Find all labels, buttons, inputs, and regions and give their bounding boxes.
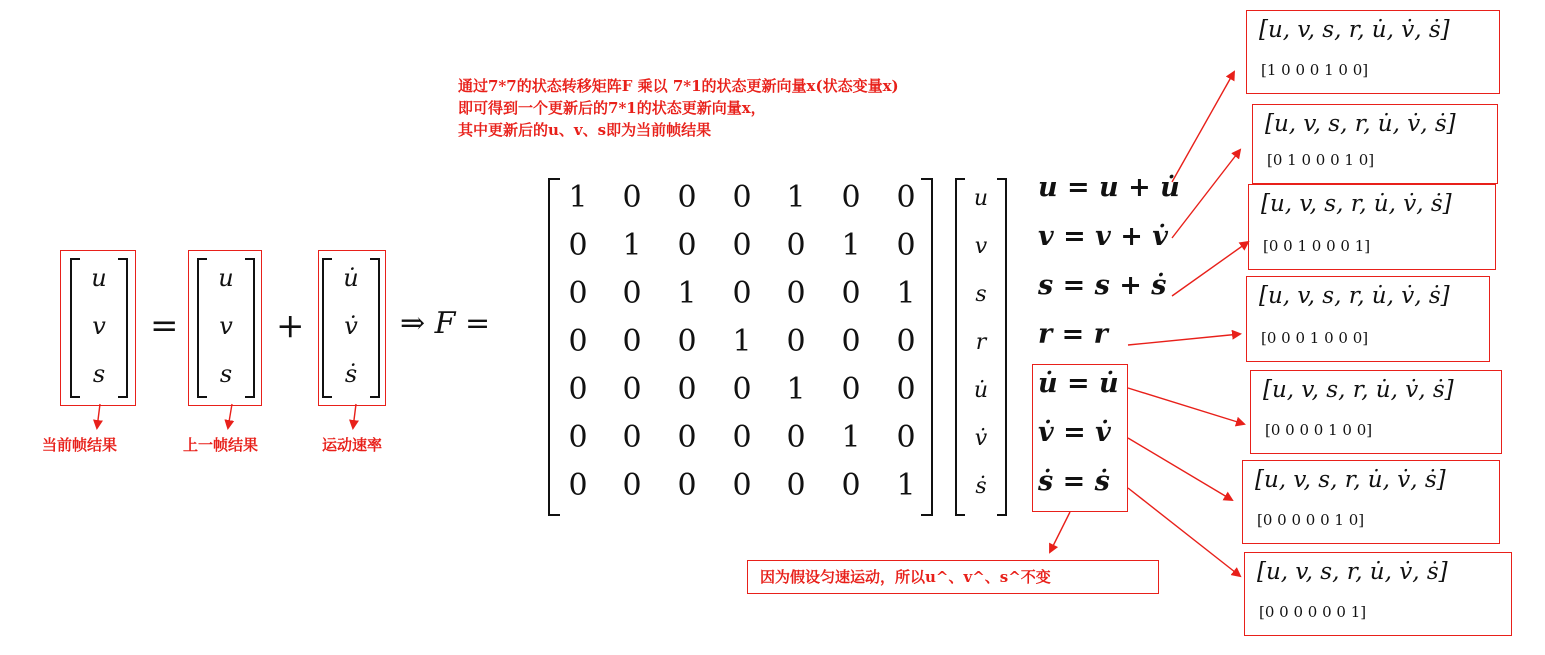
matrix-cell: 0: [677, 468, 697, 503]
matrix-cell: 0: [786, 324, 806, 359]
vector-entry: v̇: [344, 312, 358, 340]
matrix-cell: 0: [622, 324, 642, 359]
matrix-cell: 1: [786, 180, 806, 215]
label-velocity: 运动速率: [322, 436, 383, 454]
equation-line: u̇ = u̇: [1038, 368, 1119, 399]
state-vector-entry: s: [975, 282, 987, 307]
matrix-cell: 0: [896, 228, 916, 263]
row-box-values: [0 0 0 0 0 0 1]: [1259, 603, 1367, 621]
matrix-cell: 0: [841, 276, 861, 311]
row-box-values: [0 0 0 0 0 1 0]: [1257, 511, 1365, 529]
matrix-cell: 0: [732, 372, 752, 407]
implies-F: ⇒ F =: [400, 306, 491, 341]
row-box-values: [0 0 1 0 0 0 1]: [1263, 237, 1371, 255]
state-vector-entry: u̇: [973, 378, 989, 403]
matrix-cell: 0: [841, 372, 861, 407]
matrix-cell: 0: [677, 372, 697, 407]
vector-entry: u: [218, 264, 234, 292]
row-box-values: [1 0 0 0 1 0 0]: [1261, 61, 1369, 79]
arrow-constant: [1050, 512, 1070, 552]
matrix-cell: 0: [786, 276, 806, 311]
matrix-cell: 1: [786, 372, 806, 407]
matrix-cell: 0: [568, 420, 588, 455]
row-box-header: [u, v, s, r, u̇, v̇, ṡ]: [1265, 111, 1456, 137]
equation-line: v = v + v̇: [1038, 221, 1168, 252]
matrix-cell: 0: [677, 180, 697, 215]
matrix-cell: 1: [568, 180, 588, 215]
arrow-row-7: [1128, 488, 1240, 576]
matrix-cell: 0: [786, 468, 806, 503]
equation-line: s = s + ṡ: [1038, 270, 1167, 301]
row-box-header: [u, v, s, r, u̇, v̇, ṡ]: [1263, 377, 1454, 403]
matrix-cell: 1: [896, 276, 916, 311]
matrix-cell: 0: [732, 468, 752, 503]
matrix-cell: 0: [677, 324, 697, 359]
equation-line: r = r: [1038, 319, 1108, 350]
vector-entry: u: [91, 264, 107, 292]
row-box-header: [u, v, s, r, u̇, v̇, ṡ]: [1257, 559, 1448, 585]
matrix-cell: 0: [568, 468, 588, 503]
row-box-header: [u, v, s, r, u̇, v̇, ṡ]: [1261, 191, 1452, 217]
vector-entry: s: [219, 360, 233, 388]
matrix-cell: 1: [677, 276, 697, 311]
matrix-cell: 0: [896, 180, 916, 215]
matrix-cell: 0: [896, 372, 916, 407]
note-line-3: 其中更新后的u、v、s即为当前帧结果: [458, 121, 712, 139]
matrix-cell: 0: [732, 180, 752, 215]
constant-note: 因为假设匀速运动，所以u^、v^、s^不变: [760, 568, 1051, 586]
equation-line: ṡ = ṡ: [1038, 466, 1110, 497]
matrix-cell: 0: [841, 468, 861, 503]
row-box-header: [u, v, s, r, u̇, v̇, ṡ]: [1255, 467, 1446, 493]
vector-entry: v: [92, 312, 106, 340]
equation-line: u = u + u̇: [1038, 172, 1180, 203]
state-vector-entry: v: [974, 234, 988, 259]
matrix-cell: 0: [677, 228, 697, 263]
matrix-cell: 0: [677, 420, 697, 455]
matrix-cell: 0: [732, 228, 752, 263]
row-box-values: [0 1 0 0 0 1 0]: [1267, 151, 1375, 169]
note-line-1: 通过7*7的状态转移矩阵F 乘以 7*1的状态更新向量x(状态变量x): [458, 77, 899, 95]
matrix-cell: 0: [622, 468, 642, 503]
matrix-cell: 0: [568, 228, 588, 263]
arrow-row-3: [1172, 242, 1248, 296]
row-box-header: [u, v, s, r, u̇, v̇, ṡ]: [1259, 17, 1450, 43]
matrix-cell: 1: [732, 324, 752, 359]
vector-entry: u̇: [343, 264, 359, 292]
row-box-values: [0 0 0 1 0 0 0]: [1261, 329, 1369, 347]
vector-entry: v: [219, 312, 233, 340]
matrix-cell: 0: [622, 276, 642, 311]
matrix-cell: 0: [568, 324, 588, 359]
arrow-velocity: [353, 404, 356, 428]
matrix-cell: 0: [732, 420, 752, 455]
vector-entry: ṡ: [344, 360, 358, 388]
note-line-2: 即可得到一个更新后的7*1的状态更新向量x，: [458, 99, 766, 117]
state-vector-entry: u: [973, 186, 989, 211]
matrix-cell: 1: [841, 228, 861, 263]
matrix-cell: 0: [896, 324, 916, 359]
row-box-header: [u, v, s, r, u̇, v̇, ṡ]: [1259, 283, 1450, 309]
matrix-cell: 0: [622, 372, 642, 407]
matrix-cell: 0: [568, 372, 588, 407]
plus-sign: +: [276, 306, 305, 346]
vector-entry: s: [92, 360, 106, 388]
matrix-cell: 0: [732, 276, 752, 311]
arrow-previous: [228, 404, 232, 428]
label-previous-frame: 上一帧结果: [183, 436, 259, 454]
matrix-cell: 0: [622, 180, 642, 215]
matrix-cell: 1: [841, 420, 861, 455]
state-vector-entry: v̇: [974, 426, 988, 451]
label-current-frame: 当前帧结果: [42, 436, 118, 454]
matrix-cell: 0: [568, 276, 588, 311]
matrix-cell: 1: [622, 228, 642, 263]
matrix-cell: 0: [896, 420, 916, 455]
arrow-row-4: [1128, 334, 1240, 345]
state-vector-entry: ṡ: [975, 474, 987, 499]
matrix-cell: 0: [622, 420, 642, 455]
matrix-cell: 1: [896, 468, 916, 503]
matrix-cell: 0: [841, 324, 861, 359]
arrow-row-6: [1128, 438, 1232, 500]
equation-line: v̇ = v̇: [1038, 417, 1111, 448]
arrow-current: [97, 404, 100, 428]
matrix-cell: 0: [841, 180, 861, 215]
row-box-values: [0 0 0 0 1 0 0]: [1265, 421, 1373, 439]
arrow-row-1: [1172, 72, 1234, 182]
matrix-cell: 0: [786, 228, 806, 263]
matrix-cell: 0: [786, 420, 806, 455]
arrow-row-5: [1128, 388, 1244, 424]
equals-sign: =: [150, 306, 179, 346]
state-vector-entry: r: [975, 330, 987, 355]
